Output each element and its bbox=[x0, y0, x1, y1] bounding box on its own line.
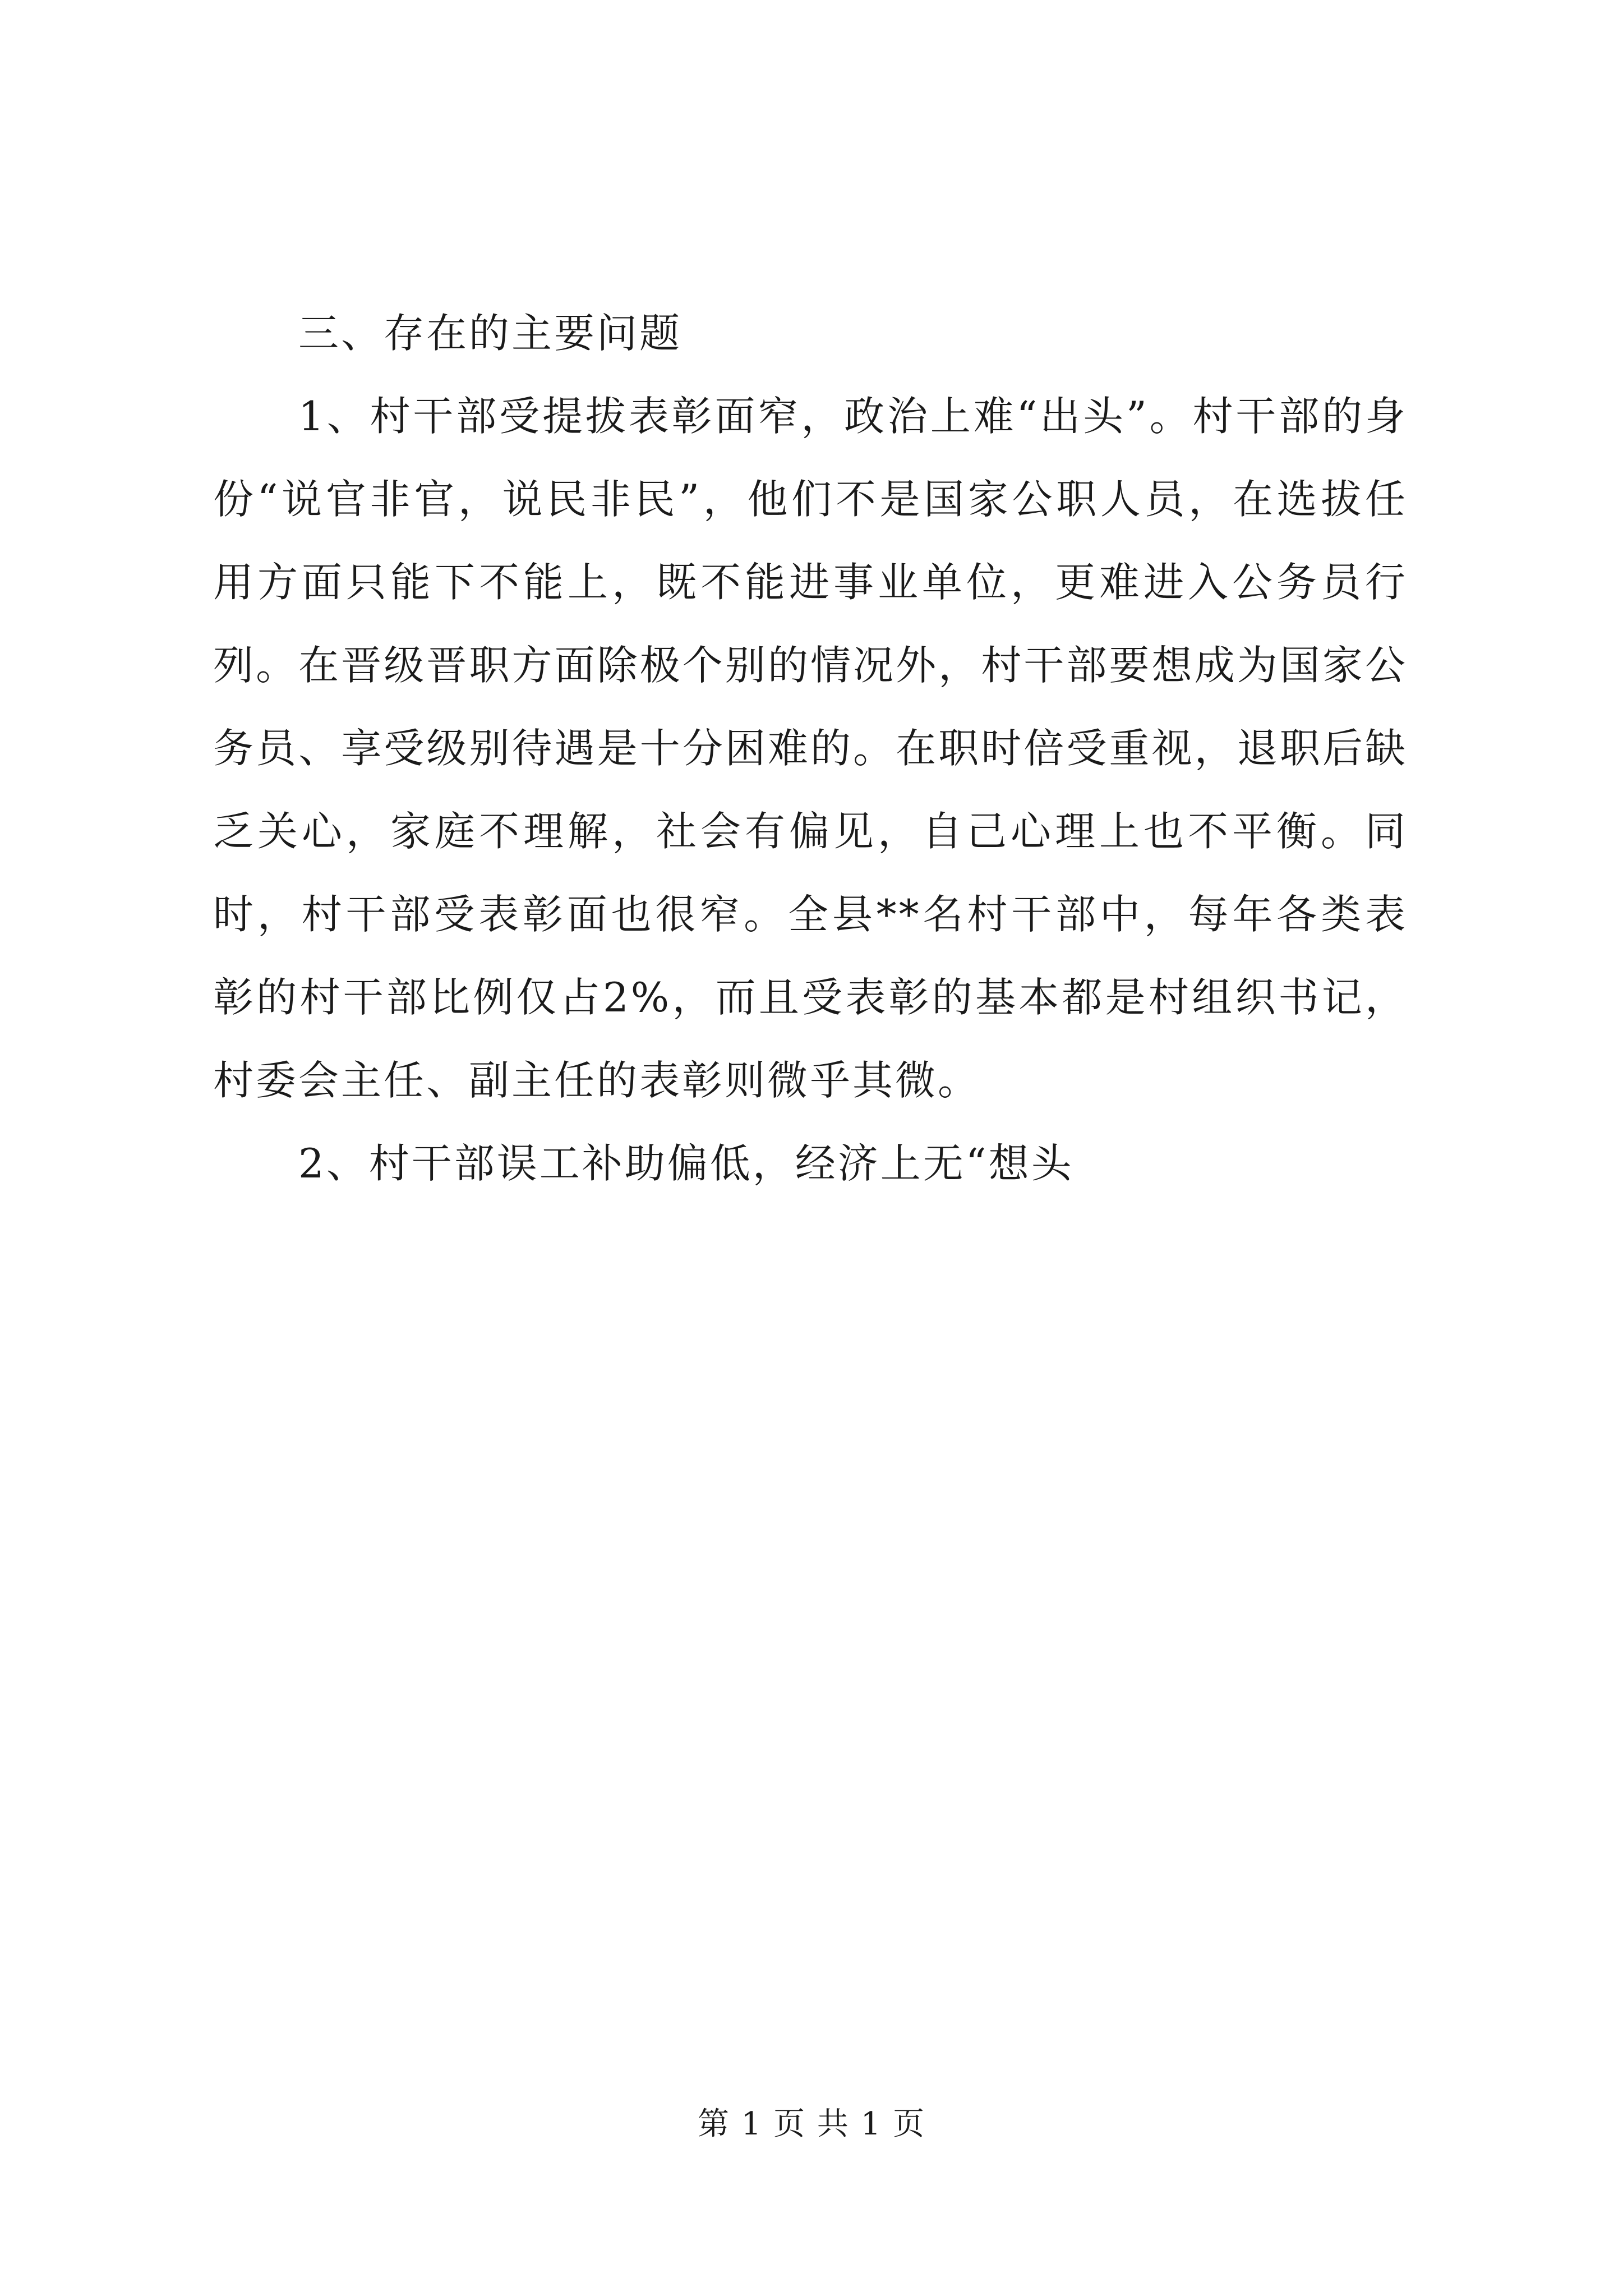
page-footer: 第 1 页 共 1 页 bbox=[697, 2106, 926, 2142]
section-heading: 三、存在的主要问题 bbox=[298, 310, 683, 357]
paragraph-1: 1、村干部受提拔表彰面窄，政治上难“出头”。村干部的身份“说官非官，说民非民”，他们不是国家公职人员，在选拔任用方面只能下不能上，既不能进事业单位，更难进入公务员行列。在晋级晋职方面除极个别的情况外，村干部要想成为国家公务员、享受级别待遇是十分困难的。在职时倍受重视，退职后缺乏关心，家庭不理解，社会有偏见，自己心理上也不平衡。同时，村干部受表彰面也很窄。全县**名村干部中，每年各类表彰的村干部比例仅占2%，而且受表彰的基本都是村组织书记，村委会主任、副主任的表彰则微乎其微。 bbox=[213, 393, 1408, 1104]
paragraph-2: 2、村干部误工补助偏低，经济上无“想头 bbox=[298, 1140, 1074, 1187]
document-body bbox=[213, 292, 1408, 1205]
